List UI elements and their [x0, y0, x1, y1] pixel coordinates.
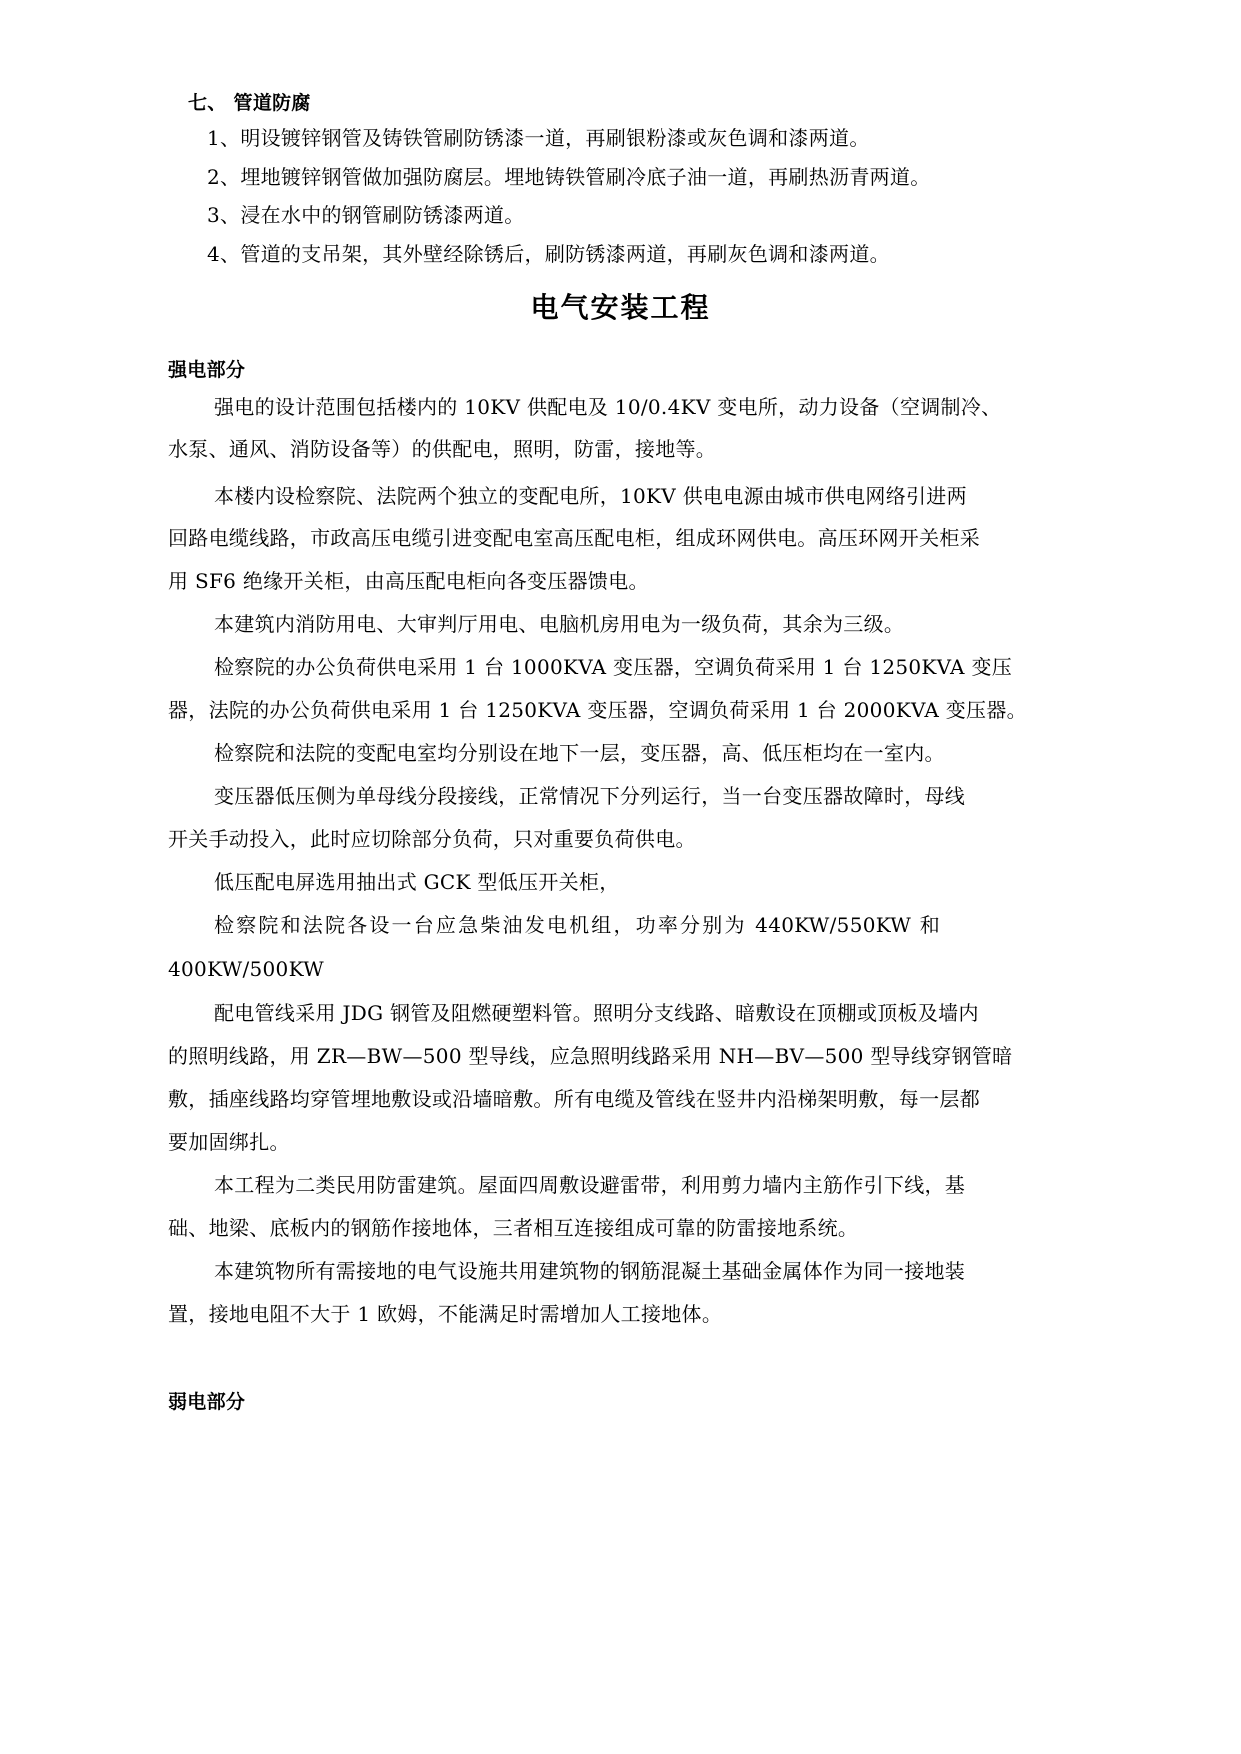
list-item: 4、管道的支吊架，其外壁经除锈后，刷防锈漆两道，再刷灰色调和漆两道。 — [207, 242, 890, 266]
list-item: 2、埋地镀锌钢管做加强防腐层。埋地铸铁管刷冷底子油一道，再刷热沥青两道。 — [207, 165, 931, 189]
subsection-heading-strong: 强电部分 — [168, 359, 246, 381]
paragraph-line: 检察院和法院的变配电室均分别设在地下一层，变压器，高、低压柜均在一室内。 — [214, 741, 945, 765]
paragraph-line: 变压器低压侧为单母线分段接线，正常情况下分列运行，当一台变压器故障时，母线 — [214, 784, 966, 808]
list-item: 3、浸在水中的钢管刷防锈漆两道。 — [207, 203, 525, 227]
paragraph-line: 检察院的办公负荷供电采用 1 台 1000KVA 变压器，空调负荷采用 1 台 1250KVA 变压 — [214, 655, 1013, 679]
subsection-heading-weak: 弱电部分 — [168, 1391, 246, 1413]
paragraph-line: 本工程为二类民用防雷建筑。屋面四周敷设避雷带，利用剪力墙内主筋作引下线，基 — [214, 1173, 966, 1197]
paragraph-line: 本建筑物所有需接地的电气设施共用建筑物的钢筋混凝土基础金属体作为同一接地装 — [214, 1259, 966, 1283]
paragraph-line: 器，法院的办公负荷供电采用 1 台 1250KVA 变压器，空调负荷采用 1 台 2000KVA 变压器。 — [168, 698, 1027, 722]
paragraph-line: 回路电缆线路，市政高压电缆引进变配电室高压配电柜，组成环网供电。高压环网开关柜采 — [168, 526, 980, 550]
paragraph-line: 的照明线路，用 ZR—BW—500 型导线，应急照明线路采用 NH—BV—500 型导线穿钢管暗 — [168, 1044, 1013, 1068]
page-title: 电气安装工程 — [530, 291, 711, 324]
paragraph-line: 开关手动投入，此时应切除部分负荷，只对重要负荷供电。 — [168, 827, 696, 851]
paragraph-line: 检察院和法院各设一台应急柴油发电机组，功率分别为 440KW/550KW 和 — [214, 913, 940, 937]
list-item: 1、明设镀锌钢管及铸铁管刷防锈漆一道，再刷银粉漆或灰色调和漆两道。 — [207, 126, 870, 150]
paragraph-line: 配电管线采用 JDG 钢管及阻燃硬塑料管。照明分支线路、暗敷设在顶棚或顶板及墙内 — [214, 1001, 979, 1025]
paragraph-line: 水泵、通风、消防设备等）的供配电，照明，防雷，接地等。 — [168, 437, 717, 461]
paragraph-line: 要加固绑扎。 — [168, 1130, 290, 1154]
paragraph-line: 置，接地电阻不大于 1 欧姆，不能满足时需增加人工接地体。 — [168, 1302, 723, 1326]
paragraph-line: 用 SF6 绝缘开关柜，由高压配电柜向各变压器馈电。 — [168, 569, 649, 593]
paragraph-line: 强电的设计范围包括楼内的 10KV 供配电及 10/0.4KV 变电所，动力设备（空调制冷、 — [214, 395, 1002, 419]
paragraph-line: 低压配电屏选用抽出式 GCK 型低压开关柜， — [214, 870, 620, 894]
paragraph-line: 400KW/500KW — [168, 957, 324, 981]
paragraph-line: 敷，插座线路均穿管埋地敷设或沿墙暗敷。所有电缆及管线在竖井内沿梯架明敷，每一层都 — [168, 1087, 980, 1111]
paragraph-line: 本楼内设检察院、法院两个独立的变配电所，10KV 供电电源由城市供电网络引进两 — [214, 484, 967, 508]
paragraph-line: 本建筑内消防用电、大审判厅用电、电脑机房用电为一级负荷，其余为三级。 — [214, 612, 905, 636]
section-heading: 七、 管道防腐 — [188, 92, 311, 114]
paragraph-line: 础、地梁、底板内的钢筋作接地体，三者相互连接组成可靠的防雷接地系统。 — [168, 1216, 859, 1240]
